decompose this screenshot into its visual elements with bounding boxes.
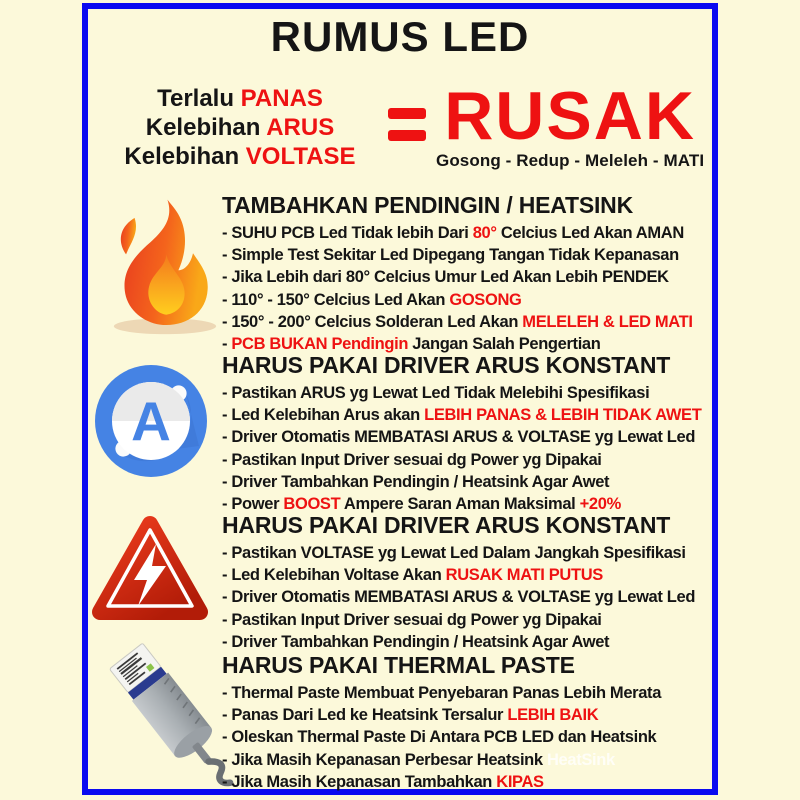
cause-line <box>95 142 385 171</box>
text-segment: Jangan Salah Pengertian <box>408 335 601 354</box>
result-text: RUSAK <box>444 78 696 154</box>
text-segment: - Jika Lebih dari 80° Celcius Umur Led Akan Lebih PENDEK <box>222 268 669 287</box>
text-segment: - Pastikan Input Driver sesuai dg Power yg Dipakai <box>222 610 602 629</box>
text-segment: Celcius Led Akan AMAN <box>496 224 684 242</box>
highlight-segment: MELELEH & LED MATI <box>522 312 693 331</box>
section-text <box>222 512 718 653</box>
section-text <box>222 652 718 793</box>
bullet-line <box>222 771 718 793</box>
highlight-segment: GOSONG <box>449 290 522 309</box>
equation-result <box>388 78 705 170</box>
bullet-line <box>222 222 718 244</box>
highlight-segment: PCB BUKAN Pendingin <box>231 335 409 354</box>
bullet-list <box>222 542 718 653</box>
text-segment: - Pastikan VOLTASE yg Lewat Led Dalam Jangkah Spesifikasi <box>222 544 686 562</box>
section-title: HARUS PAKAI DRIVER ARUS KONSTANT <box>222 512 671 538</box>
text-segment: - <box>222 335 232 354</box>
cause-line <box>95 113 385 142</box>
bullet-line <box>222 749 718 771</box>
text-segment: - Power <box>222 495 284 514</box>
flame-icon <box>96 196 234 336</box>
section-text <box>222 352 718 515</box>
text-segment: - Pastikan ARUS yg Lewat Led Tidak Melebihi Spesifikasi <box>222 384 650 402</box>
ampere-icon <box>94 364 208 478</box>
equals-bar-top <box>388 108 426 119</box>
section-title: HARUS PAKAI THERMAL PASTE <box>222 652 575 678</box>
result-subtitle: Gosong - Redup - Meleleh - MATI <box>436 151 705 170</box>
bullet-line <box>222 704 718 726</box>
cause-highlight: VOLTASE <box>245 143 356 170</box>
bullet-line <box>222 564 718 586</box>
bullet-line <box>222 266 718 288</box>
text-segment: - Panas Dari Led ke Heatsink Tersalur <box>222 706 508 725</box>
text-segment: - Oleskan Thermal Paste Di Antara PCB LED dan Heatsink <box>222 728 657 747</box>
text-segment: - 110° - 150° Celcius Led Akan <box>222 290 450 309</box>
cause-prefix: Kelebihan <box>124 143 246 170</box>
text-segment: - Driver Otomatis MEMBATASI ARUS & VOLTASE yg Lewat Led <box>222 428 696 447</box>
section-thermal-paste <box>82 650 718 800</box>
bullet-line <box>222 426 718 448</box>
highlight-segment: +20% <box>579 495 621 514</box>
text-segment: - Driver Otomatis MEMBATASI ARUS & VOLTASE yg Lewat Led <box>222 588 696 607</box>
bullet-line <box>222 404 718 426</box>
text-segment: - Jika Masih Kepanasan Tambahkan <box>222 772 497 791</box>
text-segment: Ampere Saran Aman Maksimal <box>340 495 580 514</box>
bullet-line <box>222 382 718 404</box>
text-segment: - Led Kelebihan Arus akan <box>222 406 425 425</box>
highlight-segment: BOOST <box>283 495 341 514</box>
highlight-segment: LEBIH BAIK <box>507 706 599 725</box>
text-segment: - Driver Tambahkan Pendingin / Heatsink Agar Awet <box>222 472 610 491</box>
section-current-driver <box>82 350 718 514</box>
warning-icon <box>86 510 214 634</box>
text-segment: - Driver Tambahkan Pendingin / Heatsink Agar Awet <box>222 632 610 651</box>
text-segment: - Thermal Paste Membuat Penyebaran Panas Lebih Merata <box>222 684 662 702</box>
page-title: RUMUS LED <box>270 13 530 60</box>
cause-line <box>95 84 385 113</box>
highlight-segment: LEBIH PANAS & LEBIH TIDAK AWET <box>424 406 702 425</box>
bullet-line <box>222 471 718 493</box>
section-text <box>222 192 718 355</box>
cause-list <box>95 84 385 171</box>
highlight-segment: KIPAS <box>496 772 544 791</box>
text-segment: - Jika Masih Kepanasan Perbesar Heatsink <box>222 750 547 769</box>
equals-icon <box>388 108 426 141</box>
text-segment: - SUHU PCB Led Tidak lebih Dari <box>222 224 473 242</box>
bullet-line <box>222 609 718 631</box>
highlight-segment: HeatSink <box>546 750 615 769</box>
bullet-line <box>222 682 718 704</box>
ampere-letter: A <box>131 390 171 452</box>
section-title: TAMBAHKAN PENDINGIN / HEATSINK <box>222 192 633 218</box>
bullet-line <box>222 244 718 266</box>
cause-highlight: PANAS <box>240 85 323 112</box>
bullet-list <box>222 682 718 793</box>
text-segment: - 150° - 200° Celcius Solderan Led Akan <box>222 312 523 331</box>
text-segment: - Led Kelebihan Voltase Akan <box>222 566 446 585</box>
text-segment: - Simple Test Sekitar Led Dipegang Tangan Tidak Kepanasan <box>222 246 679 265</box>
cause-prefix: Terlalu <box>157 85 241 112</box>
section-heatsink <box>82 190 718 354</box>
section-title: HARUS PAKAI DRIVER ARUS KONSTANT <box>222 352 671 378</box>
bullet-line <box>222 449 718 471</box>
bullet-line <box>222 542 718 564</box>
highlight-segment: 80° <box>472 224 497 242</box>
bullet-line <box>222 586 718 608</box>
text-segment: - Pastikan Input Driver sesuai dg Power yg Dipakai <box>222 450 602 469</box>
highlight-segment: RUSAK MATI PUTUS <box>445 566 603 585</box>
cause-prefix: Kelebihan <box>145 114 267 141</box>
bullet-line <box>222 726 718 748</box>
flame-left-tongue <box>121 218 136 255</box>
cause-highlight: ARUS <box>266 114 335 141</box>
bullet-line <box>222 311 718 333</box>
bullet-line <box>222 289 718 311</box>
bullet-list <box>222 222 718 355</box>
result-column <box>436 78 705 170</box>
equals-bar-bottom <box>388 130 426 141</box>
bullet-list <box>222 382 718 515</box>
